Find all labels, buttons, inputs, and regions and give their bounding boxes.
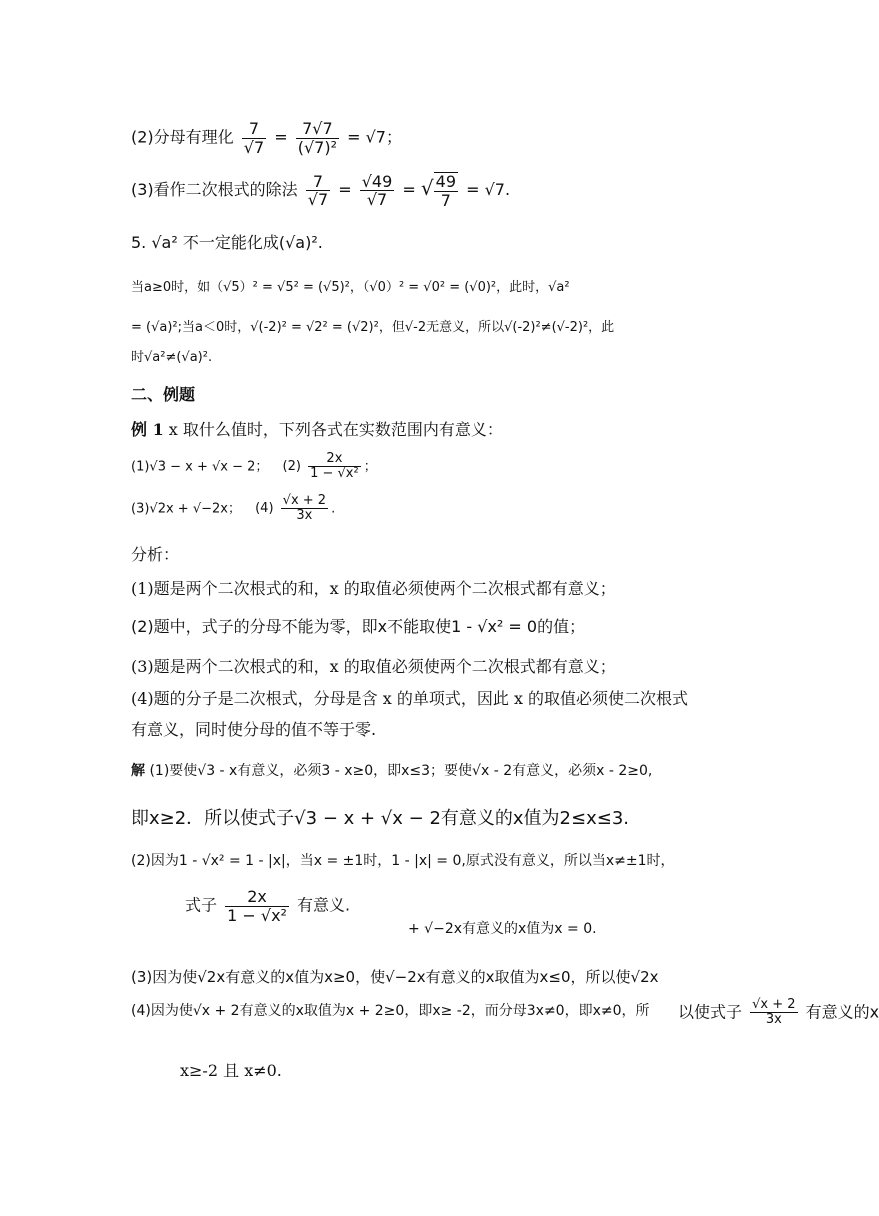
analysis-line: (1)题是两个二次根式的和，x 的取值必须使两个二次根式都有意义； [131, 579, 616, 598]
analysis-line: (2)题中，式子的分母不能为零，即x不能取使1 - √x² = 0的值； [131, 617, 586, 636]
fraction: $\frac{√49}{√7}$ [361, 171, 393, 210]
analysis-label: 分析： [131, 545, 180, 564]
solution-line: (2)因为1 - √x² = 1 - |x|，当x = ±1时，1 - |x| = 0,原式没有意义，所以当x≠±1时， [131, 853, 675, 869]
example-text: x 取什么值时，下列各式在实数范围内有意义： [163, 420, 503, 439]
analysis-line: (4)题的分子是二次根式，分母是含 x 的单项式，因此 x 的取值必须使二次根式 [131, 689, 689, 708]
fraction: $\frac{2x}{\text{1 − √x²}}$ [227, 887, 287, 925]
solution-line: 即x≥2．所以使式子√3 − x + √x − 2有意义的x值为2≤x≤3. [131, 808, 630, 829]
explanation-line: 时√a²≠(√a)². [131, 350, 213, 365]
example-items-row: (1)√3 − x + √x − 2； (2) $\frac{2x}{\text{1 − √x²}}$ ； [131, 451, 377, 482]
fraction: $\frac{2x}{\text{1 − √x²}}$ [310, 451, 359, 482]
fraction: $\frac{7}{√7}$ [307, 171, 329, 210]
line-prefix: (3)看作二次根式的除法 [131, 180, 298, 200]
solution-conclusion: x≥-2 且 x≠0. [180, 1061, 282, 1080]
example-1-heading [131, 417, 503, 440]
explanation-line: = (√a)²;当a＜0时，√(-2)² = √2² = (√2)²，但√-2无意义，所以√(-2)²≠(√-2)²，此 [131, 320, 615, 335]
fraction: $\frac{7}{√7}$ [243, 119, 265, 157]
solution-line-1: 解 (1)要使√3 - x有意义，必须3 - x≥0，即x≤3；要使√x - 2有意义，必须x - 2≥0, [131, 763, 653, 779]
analysis-line: 有意义，同时使分母的值不等于零. [131, 720, 377, 739]
example-label: 例 1 [131, 420, 164, 439]
line-rationalize: (2)分母有理化 $\frac{7}{√7}$ = $\frac{7√7}{\text{(√7)²}}$ = √7； [131, 119, 402, 157]
line-prefix: (2)分母有理化 [131, 127, 234, 147]
solution-line: (3)因为使√2x有意义的x值为x≥0，使√−2x有意义的x取值为x≤0，所以使√2x [131, 968, 659, 986]
fraction: $\frac{49}{7}$ [435, 172, 456, 210]
line-expr: = √7. [466, 180, 511, 200]
line-division: (3)看作二次根式的除法 $\frac{7}{√7}$ = $\frac{√49}{√7}$ = √ $\frac{49}{7}$ = √7. [131, 171, 511, 210]
solution-fragment: 以使式子 $\frac{√x + 2}{3x}$ 有意义的x [678, 997, 879, 1028]
point-5: 5. √a² 不一定能化成(√a)². [131, 233, 323, 252]
example-items-row: (3)√2x + √−2x； (4) $\frac{√x + 2}{3x}$ . [131, 493, 336, 524]
fraction: $\frac{√x + 2}{3x}$ [752, 997, 796, 1028]
fraction: $\frac{√x + 2}{3x}$ [282, 493, 327, 524]
line-expr: = √7； [347, 127, 402, 147]
solution-line: 式子 $\frac{2x}{\text{1 − √x²}}$ 有意义. [185, 887, 351, 925]
solution-fragment: + √−2x有意义的x值为x = 0. [408, 921, 597, 937]
analysis-line: (3)题是两个二次根式的和，x 的取值必须使两个二次根式都有意义； [131, 657, 616, 676]
solution-label: 解 [131, 763, 145, 779]
explanation-line: 当a≥0时，如（√5）² = √5² = (√5)²，（√0）² = √0² = (√0)²，此时，√a² [131, 280, 570, 295]
fraction: $\frac{7√7}{\text{(√7)²}}$ [297, 119, 338, 157]
section-title: 二、例题 [131, 385, 196, 404]
solution-line: (4)因为使√x + 2有意义的x取值为x + 2≥0，即x≥ -2，而分母3x≠0，即x≠0，所 [131, 1003, 650, 1019]
